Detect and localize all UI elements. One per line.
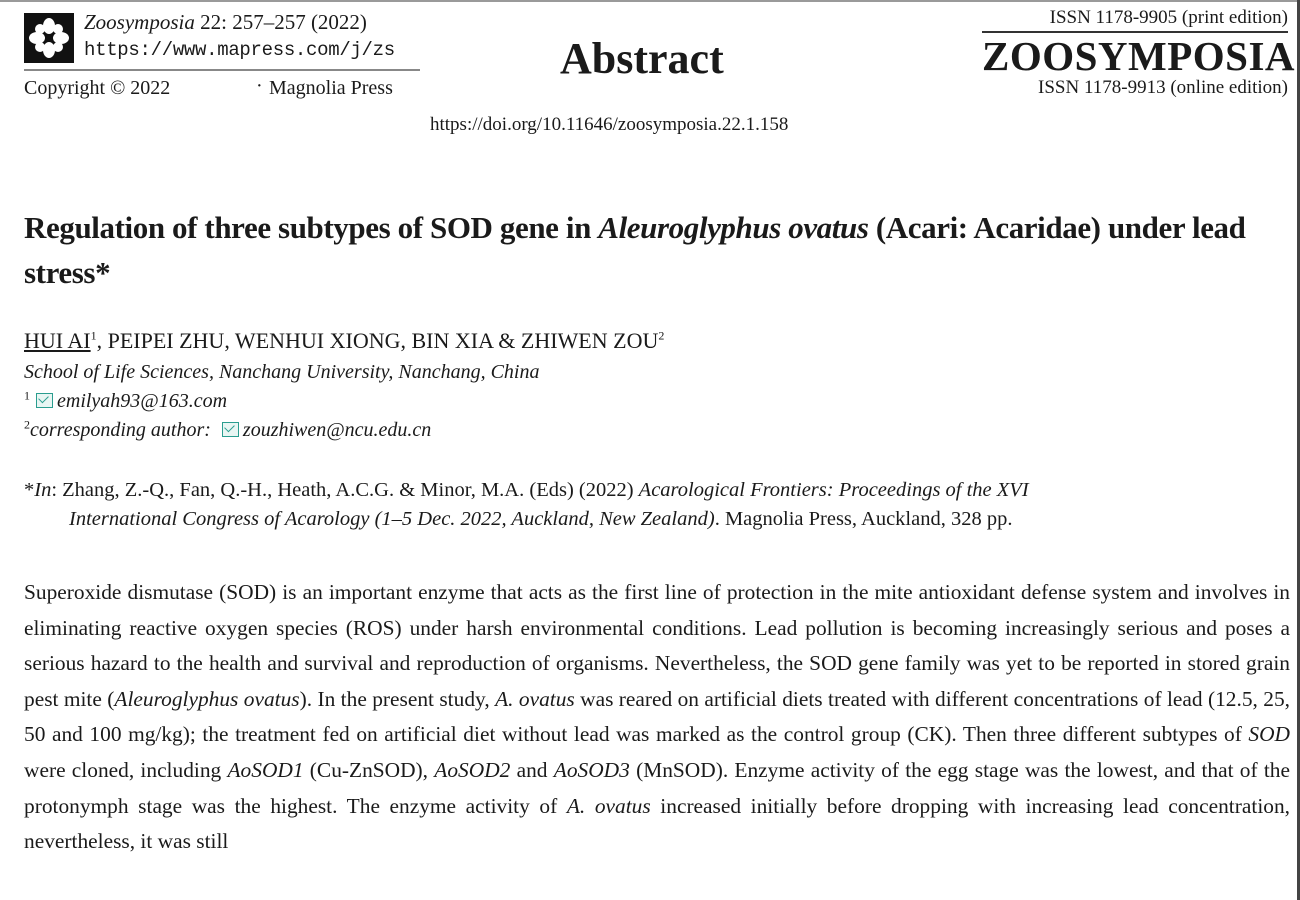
journal-brand: ZOOSYMPOSIA: [982, 33, 1296, 79]
corresponding-label: corresponding author:: [30, 419, 216, 441]
author-sup-2: 2: [658, 328, 665, 343]
species-name: A. ovatus: [566, 793, 651, 818]
email-2-link[interactable]: zouzhiwen@ncu.edu.cn: [242, 419, 432, 441]
separator-dot: ·: [256, 75, 263, 97]
abstract-text: Superoxide dismutase (SOD) is an important enzyme that acts as the first line of protection in the mite antioxidant defense system and involves in eliminating reactive oxygen species (ROS) under harsh environmental conditions. Lead pollution is becoming increasingly serious and poses a serious hazard to the health and survival and reproduction of organisms. Nevertheless, the SOD gene family was yet to be reported in stored grain pest mite (: [24, 580, 1290, 711]
title-species: Aleuroglyphus ovatus: [598, 210, 869, 245]
abstract-text: (MnSOD). Enzyme activity of the egg stage was the lowest, and that of the protonymph stage was the highest. The enzyme activity of: [24, 757, 1290, 818]
first-author-link[interactable]: HUI AI: [24, 328, 91, 353]
copyright-text: Copyright © 2022: [24, 77, 171, 99]
proceedings-reference: [24, 476, 1290, 534]
journal-citation: [84, 8, 395, 36]
asterisk: *: [24, 479, 35, 501]
author-list: [24, 326, 664, 356]
publisher-info: . Magnolia Press, Auckland, 328 pp.: [714, 508, 1013, 530]
book-title-2: International Congress of Acarology (1–5 Dec. 2022, Auckland, New Zealand): [69, 508, 715, 530]
volume-pages: 22: 257–257 (2022): [194, 10, 367, 34]
other-authors: , PEIPEI ZHU, WENHUI XIONG, BIN XIA & ZHIWEN ZOU: [96, 328, 659, 353]
author-sup-1: 1: [90, 328, 97, 343]
journal-citation-block: [84, 8, 395, 64]
magnolia-press-logo-icon: [24, 13, 74, 63]
journal-name: Zoosymposia: [84, 10, 195, 34]
publisher-name: Magnolia Press: [269, 77, 393, 99]
email-icon: [222, 422, 239, 437]
header-rule-left: [24, 69, 420, 71]
email-line-1: [24, 387, 540, 416]
book-title-1: Acarological Frontiers: Proceedings of the XVI: [638, 479, 1029, 501]
email-sup-2: 2: [24, 417, 30, 432]
affiliation-block: [24, 358, 540, 445]
abstract-text: and: [510, 757, 554, 782]
abstract-text: was reared on artificial diets treated with different concentrations of lead (12.5, 25, 50 and 100 mg/kg); the treatment fed on artificial diet without lead was marked as the control group (CK). Then three different subtypes of: [24, 686, 1291, 747]
in-label: In: [34, 479, 52, 501]
abstract-text: increased initially before dropping with increasing lead concentration, nevertheless, it was still: [24, 793, 1290, 854]
abstract-text: ). In the present study,: [299, 686, 496, 711]
article-title: [24, 205, 1290, 295]
email-icon: [36, 393, 53, 408]
abstract-paragraph: [24, 575, 1290, 860]
journal-url-link[interactable]: https://www.mapress.com/j/zs: [84, 39, 395, 61]
abstract-text: were cloned, including: [24, 757, 228, 782]
gene-name: AoSOD3: [553, 757, 630, 782]
email-1-link[interactable]: emilyah93@163.com: [57, 390, 228, 412]
section-title: Abstract: [560, 34, 724, 83]
doi-link[interactable]: https://doi.org/10.11646/zoosymposia.22.1.158: [430, 114, 789, 135]
gene-name: SOD: [1248, 722, 1290, 747]
issn-print: ISSN 1178-9905 (print edition): [1049, 7, 1288, 28]
copyright-row: [24, 75, 420, 101]
gene-name: AoSOD1: [227, 757, 304, 782]
issn-block: [982, 6, 1296, 100]
title-text-2: (Acari: Acaridae) under lead stress*: [24, 210, 1246, 290]
issn-online: ISSN 1178-9913 (online edition): [1038, 77, 1288, 98]
species-name: Aleuroglyphus ovatus: [114, 686, 300, 711]
reference-line-1: [24, 476, 1290, 505]
reference-line-2: [24, 505, 1290, 534]
title-text-1: Regulation of three subtypes of SOD gene in: [24, 210, 599, 245]
email-line-2: [24, 416, 540, 445]
affiliation: School of Life Sciences, Nanchang University, Nanchang, China: [24, 361, 540, 383]
gene-name: AoSOD2: [434, 757, 511, 782]
top-border: [0, 0, 1300, 2]
editors: : Zhang, Z.-Q., Fan, Q.-H., Heath, A.C.G. & Minor, M.A. (Eds) (2022): [51, 479, 639, 501]
email-sup-1: 1: [24, 388, 30, 403]
species-name: A. ovatus: [495, 686, 575, 711]
abstract-text: (Cu-ZnSOD),: [303, 757, 435, 782]
